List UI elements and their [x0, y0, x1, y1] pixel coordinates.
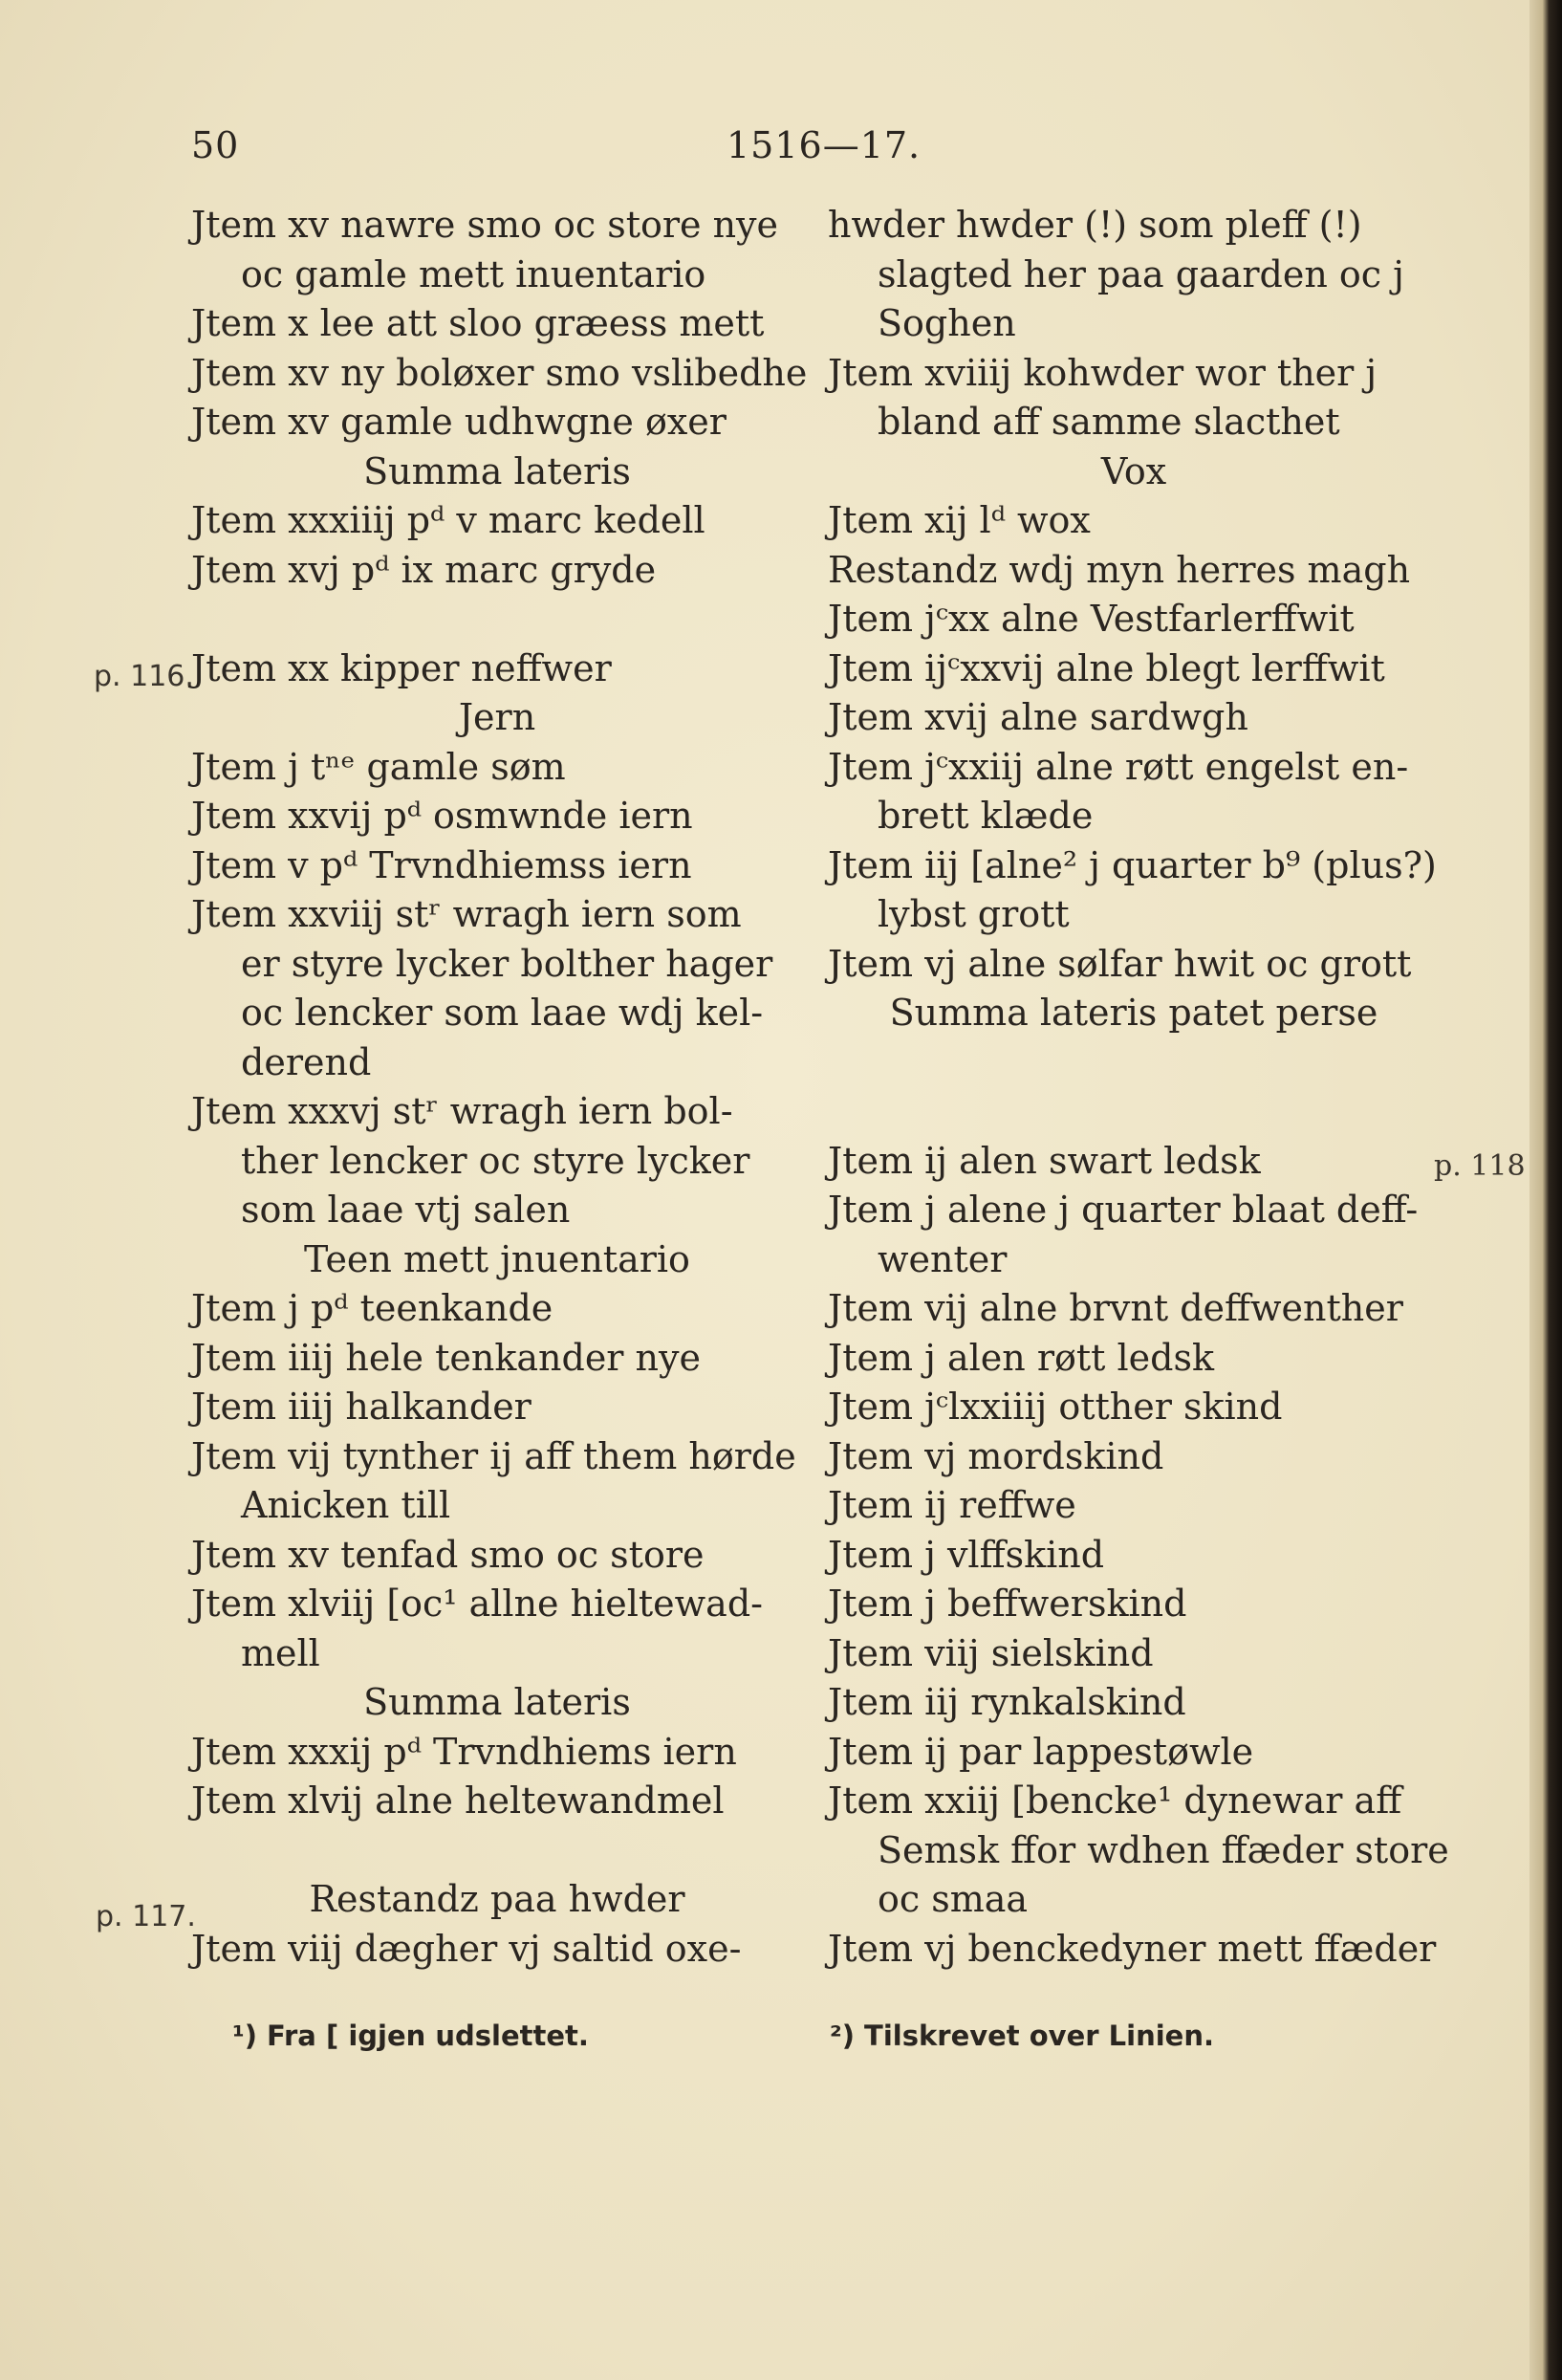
text-line: Jtem iij [alne² j quarter b⁹ (plus?) [828, 843, 1437, 886]
text-line: Jtem xxvij pᵈ osmwnde iern [191, 795, 693, 837]
text-line: Jtem xxxij pᵈ Trvndhiems iern [191, 1730, 737, 1773]
text-line: Jtem ijᶜxxvij alne blegt lerffwit [828, 646, 1385, 689]
text-line: som laae vtj salen [241, 1189, 571, 1231]
text-line: Summa lateris [363, 449, 631, 492]
footnote-left: ¹) Fra [ igjen udslettet. [232, 2020, 589, 2052]
text-line: Jtem xvij alne sardwgh [828, 696, 1248, 738]
text-line: Jtem iij rynkalskind [828, 1681, 1186, 1723]
text-line [191, 595, 803, 644]
text-line: Jtem jᶜxxiij alne røtt engelst en- [828, 745, 1409, 788]
text-line: Jtem v pᵈ Trvndhiemss iern [191, 843, 692, 886]
text-line: lybst grott [878, 893, 1070, 935]
text-line: Jtem ij par lappestøwle [828, 1730, 1254, 1773]
text-line: Jtem x lee att sloo græess mett [191, 302, 765, 344]
text-line: Jtem vj alne sølfar hwit oc grott [828, 942, 1412, 985]
text-line: Jtem xxxvj stʳ wragh iern bol- [191, 1090, 733, 1132]
text-line: Jtem jᶜxx alne Vestfarlerffwit [828, 598, 1355, 640]
text-line: Jtem vij tynther ij aff them hørde [191, 1434, 796, 1477]
text-line: brett klæde [878, 795, 1094, 837]
text-line: Jtem j pᵈ teenkande [191, 1287, 553, 1329]
text-line: Jtem xlvij alne heltewandmel [191, 1780, 725, 1822]
text-line: Jtem iiij halkander [191, 1386, 532, 1428]
text-line: Jtem xxviij stʳ wragh iern som [191, 893, 742, 935]
text-line: Jtem vij alne brvnt deffwenther [828, 1287, 1403, 1329]
text-line: mell [241, 1631, 320, 1674]
text-line: Jtem ij alen swart ledsk [828, 1139, 1261, 1182]
text-line: Summa lateris patet perse [889, 992, 1378, 1034]
margin-note-p117: p. 117. [96, 1900, 196, 1933]
text-line: oc gamle mett inuentario [241, 252, 706, 295]
text-line: Jtem xv nawre smo oc store nye [191, 204, 779, 246]
text-line: Jtem vj benckedyner mett ffæder [828, 1927, 1437, 1970]
text-line: Restandz paa hwder [309, 1878, 685, 1920]
left-text-column [191, 201, 808, 1974]
text-line: Jtem jᶜlxxiiij otther skind [828, 1386, 1283, 1428]
text-line [191, 1826, 803, 1876]
text-line: slagted her paa gaarden oc j [878, 252, 1404, 295]
text-line: er styre lycker bolther hager [241, 942, 773, 985]
text-line: Teen mett jnuentario [304, 1237, 690, 1280]
text-line: Jtem viij sielskind [828, 1631, 1154, 1674]
book-spine [1529, 0, 1562, 2380]
text-line: Jern [458, 696, 536, 738]
text-line: Jtem j alene j quarter blaat deff- [828, 1189, 1419, 1231]
footnote-right: ²) Tilskrevet over Linien. [830, 2020, 1214, 2052]
text-line: Jtem j beffwerskind [828, 1583, 1187, 1625]
page-number: 50 [191, 124, 240, 166]
text-line: bland aff samme slacthet [878, 401, 1340, 443]
text-line: Vox [1100, 449, 1167, 492]
text-line [828, 1038, 1440, 1088]
text-line: Jtem ij reffwe [828, 1484, 1076, 1526]
text-line: Jtem viij dægher vj saltid oxe- [191, 1927, 742, 1970]
text-line: Jtem xv gamle udhwgne øxer [191, 401, 727, 443]
text-line: oc smaa [878, 1878, 1029, 1920]
text-line: Jtem xx kipper neffwer [191, 646, 612, 689]
text-line: Restandz wdj myn herres magh [828, 548, 1411, 591]
text-line: hwder hwder (!) som pleff (!) [828, 204, 1362, 246]
text-line: Semsk ffor wdhen ffæder store [878, 1828, 1449, 1871]
text-line: Jtem xij lᵈ wox [828, 499, 1091, 541]
margin-note-p118: p. 118 [1434, 1149, 1526, 1183]
text-line: Jtem xvj pᵈ ix marc gryde [191, 548, 657, 591]
text-line: Jtem j alen røtt ledsk [828, 1336, 1214, 1379]
text-line: Jtem xv tenfad smo oc store [191, 1533, 705, 1576]
text-line: Jtem j vlffskind [828, 1533, 1105, 1576]
margin-note-p116: p. 116. [94, 660, 194, 693]
text-line: Jtem xlviij [oc¹ allne hieltewad- [191, 1583, 763, 1625]
text-line: Jtem xxxiiij pᵈ v marc kedell [191, 499, 705, 541]
text-line: wenter [878, 1237, 1008, 1280]
text-line [828, 1087, 1440, 1137]
text-line: Soghen [878, 302, 1016, 344]
text-line: Jtem xv ny boløxer smo vslibedhe [191, 351, 808, 394]
text-line: Anicken till [241, 1484, 451, 1526]
running-header-year: 1516—17. [727, 124, 922, 166]
text-line: Jtem xviiij kohwder wor ther j [828, 351, 1378, 394]
text-line: oc lencker som laae wdj kel- [241, 992, 764, 1034]
text-line: derend [241, 1040, 372, 1083]
text-line: Jtem j tⁿᵉ gamle søm [191, 745, 566, 788]
text-line: Summa lateris [363, 1681, 631, 1723]
text-line: Jtem xxiij [bencke¹ dynewar aff [828, 1780, 1402, 1822]
text-line: Jtem iiij hele tenkander nye [191, 1336, 701, 1379]
text-line: Jtem vj mordskind [828, 1434, 1164, 1477]
text-line: ther lencker oc styre lycker [241, 1139, 750, 1182]
right-text-column [828, 201, 1449, 1974]
